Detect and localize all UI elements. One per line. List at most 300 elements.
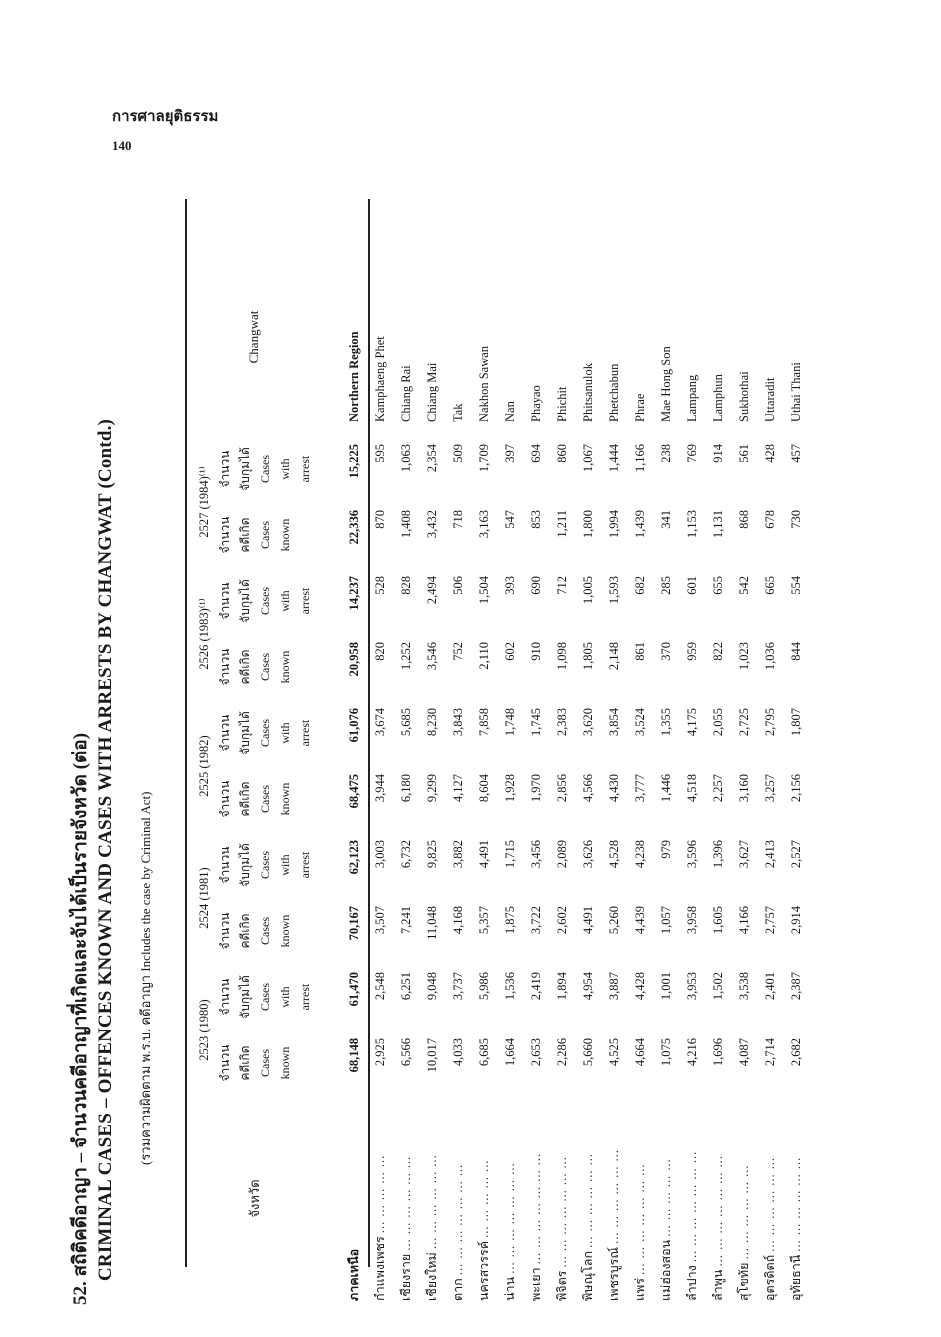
leader-dots: ... ... ... ... ... ... ... bbox=[555, 1156, 569, 1268]
table-cell: 694 bbox=[528, 444, 543, 463]
cases-arrest-header: จำนวน bbox=[217, 846, 232, 884]
table-cell: 914 bbox=[710, 444, 725, 463]
table-cell: 601 bbox=[684, 576, 699, 595]
table-cell: 828 bbox=[398, 576, 413, 595]
table-row bbox=[549, 252, 575, 1305]
table-cell: 3,620 bbox=[580, 708, 595, 737]
table-cell: 6,180 bbox=[398, 774, 413, 803]
table-cell: 868 bbox=[736, 510, 751, 529]
cases-known-header: จำนวน bbox=[217, 912, 232, 950]
table-row bbox=[523, 252, 549, 1305]
table-cell: 22,336 bbox=[346, 510, 361, 545]
cases-known-header: known bbox=[277, 650, 292, 684]
table-cell: 1,396 bbox=[710, 840, 725, 869]
table-cell: 2,856 bbox=[554, 774, 569, 803]
table-cell: 4,216 bbox=[684, 1038, 699, 1067]
table-cell: 2,401 bbox=[762, 972, 777, 1001]
table-cell: 341 bbox=[658, 510, 673, 529]
table-cell: 1,664 bbox=[502, 1038, 517, 1067]
table-cell: 2,925 bbox=[372, 1038, 387, 1067]
changwat-thai-name: เชียงใหม่ bbox=[425, 1252, 439, 1301]
changwat-thai-name: ลำพูน bbox=[711, 1269, 725, 1301]
table-row bbox=[601, 252, 627, 1305]
changwat-thai-name: ลำปาง bbox=[685, 1265, 699, 1301]
table-cell: 506 bbox=[450, 576, 465, 595]
cases-arrest-header: arrest bbox=[297, 587, 312, 615]
changwat-thai-name: อุตรดิตถ์ bbox=[763, 1254, 777, 1301]
leader-dots: ... ... ... ... ... ... bbox=[737, 1164, 751, 1260]
leader-dots: ... ... ... ... ... ... bbox=[763, 1156, 777, 1252]
table-cell: 4,491 bbox=[476, 840, 491, 869]
cases-known-header: คดีเกิด bbox=[237, 649, 252, 685]
table-cell: 4,127 bbox=[450, 774, 465, 803]
table-cell: 5,660 bbox=[580, 1038, 595, 1067]
cases-known-header: คดีเกิด bbox=[237, 913, 252, 949]
table-cell: 1,970 bbox=[528, 774, 543, 803]
table-cell: 2,413 bbox=[762, 840, 777, 869]
table-cell: 4,439 bbox=[632, 906, 647, 935]
table-cell: 1,894 bbox=[554, 972, 569, 1001]
table-cell: 1,036 bbox=[762, 642, 777, 671]
table-cell: 820 bbox=[372, 642, 387, 661]
table-title-thai: 52. สถิติคดีอาญา – จำนวนคดีอาญาที่เกิดและจับได้เป็นรายจังหวัด (ต่อ) bbox=[70, 732, 91, 1305]
table-row bbox=[705, 252, 731, 1305]
table-cell: 2,653 bbox=[528, 1038, 543, 1067]
table-cell: 3,887 bbox=[606, 972, 621, 1001]
table-cell: 9,825 bbox=[424, 840, 439, 869]
table-row bbox=[627, 252, 653, 1305]
table-cell: 3,777 bbox=[632, 774, 647, 803]
table-cell: 870 bbox=[372, 510, 387, 529]
table-cell: 1,994 bbox=[606, 510, 621, 539]
table-cell: 712 bbox=[554, 576, 569, 595]
table-cell: 4,428 bbox=[632, 972, 647, 1001]
changwat-english-name: Chiang Rai bbox=[398, 365, 413, 422]
table-cell: 2,257 bbox=[710, 774, 725, 803]
cases-known-header: known bbox=[277, 518, 292, 552]
table-cell: 370 bbox=[658, 642, 673, 661]
table-cell: 3,538 bbox=[736, 972, 751, 1001]
cases-arrest-header: arrest bbox=[297, 983, 312, 1011]
table-cell: 1,075 bbox=[658, 1038, 673, 1067]
changwat-english-name: Chiang Mai bbox=[424, 362, 439, 422]
changwat-english-name: Phichit bbox=[554, 386, 569, 422]
table-cell: 2,383 bbox=[554, 708, 569, 737]
table-cell: 1,252 bbox=[398, 642, 413, 671]
table-cell: 509 bbox=[450, 444, 465, 463]
year-header: 2527 (1984)⁽¹⁾ bbox=[197, 466, 211, 538]
leader-dots: ... ... ... ... ... ... ... bbox=[451, 1163, 465, 1276]
table-cell: 554 bbox=[788, 576, 803, 595]
table-cell: 1,098 bbox=[554, 642, 569, 671]
table-cell: 9,048 bbox=[424, 972, 439, 1001]
year-header: 2523 (1980) bbox=[196, 999, 211, 1061]
table-title-english: CRIMINAL CASES – OFFENCES KNOWN AND CASES WITH ARRESTS BY CHANGWAT (Contd.) bbox=[95, 418, 116, 1281]
table-row bbox=[445, 252, 471, 1305]
table-cell: 822 bbox=[710, 642, 725, 661]
table-cell: 62,123 bbox=[346, 840, 361, 875]
changwat-english-name: Sukhothai bbox=[736, 371, 751, 422]
cases-arrest-header: with bbox=[277, 458, 292, 480]
leader-dots: ... ... ... ... ... ... ... bbox=[633, 1163, 647, 1275]
table-cell: 910 bbox=[528, 642, 543, 661]
table-row bbox=[497, 252, 523, 1305]
table-cell: 1,211 bbox=[554, 510, 569, 538]
table-cell: 3,160 bbox=[736, 774, 751, 803]
cases-arrest-header: จับกุมได้ bbox=[237, 447, 252, 491]
table-cell: 5,357 bbox=[476, 906, 491, 935]
changwat-thai-name: แม่ฮ่องสอน bbox=[659, 1239, 673, 1301]
leader-dots: ... ... ... ... ... ... ... bbox=[711, 1155, 725, 1267]
changwat-english-name: Lampang bbox=[684, 374, 699, 422]
cases-arrest-header: จับกุมได้ bbox=[237, 711, 252, 755]
table-cell: 4,430 bbox=[606, 774, 621, 803]
cases-known-header: จำนวน bbox=[217, 648, 232, 686]
table-cell: 285 bbox=[658, 576, 673, 595]
table-cell: 1,807 bbox=[788, 708, 803, 737]
table-cell: 2,387 bbox=[788, 972, 803, 1001]
leader-dots: ... ... ... ... ... bbox=[477, 1159, 491, 1238]
table-cell: 4,491 bbox=[580, 906, 595, 935]
leader-dots: ... ... ... ... ... ... ... bbox=[529, 1152, 543, 1265]
cases-known-header: จำนวน bbox=[217, 780, 232, 818]
leader-dots: ... ... ... ... ... ... bbox=[425, 1154, 439, 1250]
table-cell: 457 bbox=[788, 444, 803, 463]
cases-arrest-header: Cases bbox=[257, 587, 272, 615]
cases-arrest-header: Cases bbox=[257, 719, 272, 747]
table-cell: 752 bbox=[450, 642, 465, 661]
table-subtitle: (รวมความผิดตาม พ.ร.บ. คดีอาญา Includes the case by Criminal Act) bbox=[138, 791, 153, 1165]
table-cell: 9,299 bbox=[424, 774, 439, 803]
table-cell: 542 bbox=[736, 576, 751, 595]
leader-dots: ... ... ... ... ... ... bbox=[399, 1155, 413, 1251]
rotated-table-page bbox=[45, 195, 885, 1305]
table-cell: 61,076 bbox=[346, 708, 361, 743]
table-cell: 2,682 bbox=[788, 1038, 803, 1067]
table-cell: 2,286 bbox=[554, 1038, 569, 1067]
changwat-english-name: Kamphaeng Phet bbox=[372, 336, 387, 422]
table-cell: 4,528 bbox=[606, 840, 621, 869]
changwat-english-name: Northern Region bbox=[346, 331, 361, 422]
table-cell: 2,055 bbox=[710, 708, 725, 737]
table-row bbox=[653, 252, 679, 1305]
table-cell: 1,875 bbox=[502, 906, 517, 935]
leader-dots: ... ... ... ... ... ... bbox=[789, 1156, 803, 1252]
cases-arrest-header: arrest bbox=[297, 455, 312, 483]
table-cell: 1,745 bbox=[528, 708, 543, 737]
table-cell: 655 bbox=[710, 576, 725, 595]
table-cell: 853 bbox=[528, 510, 543, 529]
table-cell: 3,674 bbox=[372, 708, 387, 737]
table-cell: 3,854 bbox=[606, 708, 621, 737]
cases-arrest-header: จับกุมได้ bbox=[237, 975, 252, 1019]
table-cell: 3,003 bbox=[372, 840, 387, 869]
cases-known-header bbox=[295, 1030, 315, 1096]
cases-arrest-header: with bbox=[277, 722, 292, 744]
table-cell: 5,260 bbox=[606, 906, 621, 935]
table-cell: 860 bbox=[554, 444, 569, 463]
changwat-english-name: Lamphun bbox=[710, 374, 725, 422]
cases-known-header: Cases bbox=[257, 1049, 272, 1077]
changwat-english-name: Tak bbox=[450, 403, 465, 422]
table-cell: 1,805 bbox=[580, 642, 595, 671]
cases-arrest-header: arrest bbox=[297, 851, 312, 879]
table-cell: 4,664 bbox=[632, 1038, 647, 1067]
table-cell: 3,546 bbox=[424, 642, 439, 671]
table-cell: 1,355 bbox=[658, 708, 673, 737]
table-cell: 238 bbox=[658, 444, 673, 463]
cases-arrest-header: จำนวน bbox=[217, 978, 232, 1016]
table-cell: 1,709 bbox=[476, 444, 491, 473]
table-cell: 7,241 bbox=[398, 906, 413, 935]
changwat-thai-name: กำแพงเพชร bbox=[373, 1236, 387, 1301]
table-cell: 1,408 bbox=[398, 510, 413, 539]
changwat-english-name: Phayao bbox=[528, 385, 543, 422]
region-total-row bbox=[341, 252, 367, 1305]
table-cell: 1,439 bbox=[632, 510, 647, 539]
cases-arrest-header: จำนวน bbox=[217, 450, 232, 488]
leader-dots: ... ... ... ... ... ... bbox=[581, 1152, 595, 1248]
table-cell: 1,063 bbox=[398, 444, 413, 473]
table-cell: 6,566 bbox=[398, 1038, 413, 1067]
changwat-thai-name: แพร่ bbox=[633, 1277, 647, 1301]
changwat-english-header: Changwat bbox=[246, 310, 261, 364]
table-cell: 3,953 bbox=[684, 972, 699, 1001]
table-cell: 15,225 bbox=[346, 444, 361, 479]
table-cell: 11,048 bbox=[424, 906, 439, 940]
cases-arrest-header: Cases bbox=[257, 851, 272, 879]
table-cell: 959 bbox=[684, 642, 699, 661]
table-cell: 4,087 bbox=[736, 1038, 751, 1067]
changwat-english-name: Uthai Thani bbox=[788, 362, 803, 422]
table-cell: 1,928 bbox=[502, 774, 517, 803]
table-cell: 3,737 bbox=[450, 972, 465, 1001]
table-cell: 3,843 bbox=[450, 708, 465, 737]
table-cell: 68,148 bbox=[346, 1038, 361, 1073]
table-cell: 14,237 bbox=[346, 576, 361, 611]
table-row bbox=[575, 252, 601, 1305]
year-header: 2524 (1981) bbox=[196, 867, 211, 929]
table-cell: 3,958 bbox=[684, 906, 699, 935]
table-cell: 4,566 bbox=[580, 774, 595, 803]
table-cell: 4,238 bbox=[632, 840, 647, 869]
table-cell: 2,354 bbox=[424, 444, 439, 473]
table-cell: 4,166 bbox=[736, 906, 751, 935]
cases-known-header: known bbox=[277, 782, 292, 816]
leader-dots: ... ... ... ... ... ... ... bbox=[503, 1162, 517, 1274]
table-cell: 1,696 bbox=[710, 1038, 725, 1067]
cases-arrest-header: จำนวน bbox=[217, 582, 232, 620]
table-cell: 730 bbox=[788, 510, 803, 529]
table-cell: 3,163 bbox=[476, 510, 491, 539]
year-header: 2525 (1982) bbox=[196, 735, 211, 797]
table-row bbox=[393, 252, 419, 1305]
changwat-thai-name: อุทัยธานี bbox=[789, 1254, 803, 1301]
cases-known-header: จำนวน bbox=[217, 516, 232, 554]
cases-known-header: คดีเกิด bbox=[237, 517, 252, 553]
table-cell: 1,748 bbox=[502, 708, 517, 737]
table-cell: 2,156 bbox=[788, 774, 803, 803]
changwat-thai-header: จังหวัด bbox=[246, 1179, 262, 1218]
table-cell: 3,596 bbox=[684, 840, 699, 869]
cases-known-header: จำนวน bbox=[217, 1044, 232, 1082]
table-cell: 1,504 bbox=[476, 576, 491, 605]
cases-known-header: คดีเกิด bbox=[237, 781, 252, 817]
changwat-english-name: Uttaradit bbox=[762, 377, 777, 422]
table-cell: 2,757 bbox=[762, 906, 777, 935]
table-row bbox=[419, 252, 445, 1305]
cases-arrest-header: with bbox=[277, 986, 292, 1008]
table-cell: 2,795 bbox=[762, 708, 777, 737]
table-cell: 844 bbox=[788, 642, 803, 661]
table-cell: 3,257 bbox=[762, 774, 777, 803]
table-cell: 6,685 bbox=[476, 1038, 491, 1067]
table-cell: 4,525 bbox=[606, 1038, 621, 1067]
changwat-english-name: Mae Hong Son bbox=[658, 346, 673, 422]
cases-arrest-header: Cases bbox=[257, 455, 272, 483]
table-cell: 602 bbox=[502, 642, 517, 661]
changwat-thai-name: พิษณุโลก bbox=[581, 1250, 595, 1301]
cases-known-header: Cases bbox=[257, 653, 272, 681]
table-cell: 428 bbox=[762, 444, 777, 463]
table-cell: 1,067 bbox=[580, 444, 595, 473]
changwat-thai-name: พิจิตร bbox=[555, 1270, 569, 1301]
table-cell: 3,432 bbox=[424, 510, 439, 539]
leader-dots: ... ... ... ... ... bbox=[659, 1158, 673, 1237]
table-row bbox=[471, 252, 497, 1305]
leader-dots: ... ... ... ... ... bbox=[373, 1154, 387, 1234]
cases-arrest-header: arrest bbox=[297, 719, 312, 747]
table-cell: 1,502 bbox=[710, 972, 725, 1001]
table-cell: 3,456 bbox=[528, 840, 543, 869]
table-cell: 2,494 bbox=[424, 576, 439, 605]
table-cell: 1,536 bbox=[502, 972, 517, 1001]
cases-arrest-header: with bbox=[277, 590, 292, 612]
table-cell: 20,958 bbox=[346, 642, 361, 677]
table-cell: 4,175 bbox=[684, 708, 699, 737]
table-cell: 2,419 bbox=[528, 972, 543, 1001]
table-cell: 1,800 bbox=[580, 510, 595, 539]
cases-known-header: คดีเกิด bbox=[237, 1045, 252, 1081]
table-cell: 10,017 bbox=[424, 1038, 439, 1073]
table-cell: 3,944 bbox=[372, 774, 387, 803]
table-cell: 2,914 bbox=[788, 906, 803, 935]
changwat-thai-name: เชียงราย bbox=[399, 1253, 413, 1301]
cases-known-header: known bbox=[277, 1046, 292, 1080]
table-cell: 1,131 bbox=[710, 510, 725, 539]
table-cell: 393 bbox=[502, 576, 517, 595]
table-cell: 3,882 bbox=[450, 840, 465, 869]
changwat-english-name: Phetchabun bbox=[606, 363, 621, 422]
table-row bbox=[679, 252, 705, 1305]
changwat-english-name: Nakhon Sawan bbox=[476, 345, 491, 422]
table-cell: 8,604 bbox=[476, 774, 491, 803]
cases-known-header bbox=[295, 766, 315, 832]
header-title: การศาลยุติธรรม bbox=[112, 109, 219, 125]
table-cell: 2,602 bbox=[554, 906, 569, 935]
changwat-english-name: Nan bbox=[502, 401, 517, 422]
cases-known-header: Cases bbox=[257, 521, 272, 549]
table-cell: 5,685 bbox=[398, 708, 413, 737]
table-cell: 4,168 bbox=[450, 906, 465, 935]
table-cell: 2,110 bbox=[476, 642, 491, 670]
table-cell: 1,001 bbox=[658, 972, 673, 1001]
page-number: 140 bbox=[112, 138, 132, 153]
table-row bbox=[783, 252, 809, 1305]
table-cell: 5,986 bbox=[476, 972, 491, 1001]
table-cell: 682 bbox=[632, 576, 647, 595]
table-cell: 1,023 bbox=[736, 642, 751, 671]
table-cell: 3,626 bbox=[580, 840, 595, 869]
year-header: 2526 (1983)⁽¹⁾ bbox=[197, 598, 211, 670]
leader-dots: ... ... ... ... ... ... bbox=[607, 1149, 621, 1244]
table-cell: 4,033 bbox=[450, 1038, 465, 1067]
table-cell: 3,507 bbox=[372, 906, 387, 935]
table-row bbox=[731, 252, 757, 1305]
table-cell: 2,527 bbox=[788, 840, 803, 869]
cases-known-header bbox=[295, 898, 315, 964]
table-row bbox=[757, 252, 783, 1305]
table-cell: 1,715 bbox=[502, 840, 517, 869]
changwat-thai-name: พะเยา bbox=[529, 1267, 543, 1301]
table-cell: 690 bbox=[528, 576, 543, 595]
table-cell: 595 bbox=[372, 444, 387, 463]
table-cell: 70,167 bbox=[346, 906, 361, 941]
table-cell: 861 bbox=[632, 642, 647, 661]
table-cell: 1,057 bbox=[658, 906, 673, 935]
table-cell: 1,444 bbox=[606, 444, 621, 473]
cases-arrest-header: with bbox=[277, 854, 292, 876]
cases-known-header bbox=[295, 634, 315, 700]
table-cell: 61,470 bbox=[346, 972, 361, 1007]
changwat-thai-name: เพชรบูรณ์ bbox=[607, 1247, 621, 1301]
changwat-thai-name: สุโขทัย bbox=[737, 1262, 751, 1301]
changwat-english-name: Phitsanulok bbox=[580, 362, 595, 422]
table-cell: 2,148 bbox=[606, 642, 621, 671]
table-cell: 397 bbox=[502, 444, 517, 463]
table-cell: 1,446 bbox=[658, 774, 673, 803]
table-cell: 678 bbox=[762, 510, 777, 529]
changwat-thai-name: ภาคเหนือ bbox=[347, 1248, 361, 1301]
table-cell: 4,954 bbox=[580, 972, 595, 1001]
cases-known-header: known bbox=[277, 914, 292, 948]
table-cell: 979 bbox=[658, 840, 673, 859]
table-cell: 68,475 bbox=[346, 774, 361, 809]
table-cell: 2,725 bbox=[736, 708, 751, 737]
table-cell: 1,005 bbox=[580, 576, 595, 605]
cases-arrest-header: Cases bbox=[257, 983, 272, 1011]
cases-arrest-header: จำนวน bbox=[217, 714, 232, 752]
table-cell: 2,714 bbox=[762, 1038, 777, 1067]
changwat-english-name: Phrae bbox=[632, 393, 647, 422]
cases-known-header: Cases bbox=[257, 785, 272, 813]
leader-dots: ... ... ... ... ... ... ... bbox=[685, 1150, 699, 1263]
table-cell: 561 bbox=[736, 444, 751, 463]
cases-known-header: Cases bbox=[257, 917, 272, 945]
table-cell: 3,524 bbox=[632, 708, 647, 737]
table-cell: 3,722 bbox=[528, 906, 543, 935]
table-cell: 6,251 bbox=[398, 972, 413, 1001]
table-cell: 1,166 bbox=[632, 444, 647, 473]
table-cell: 718 bbox=[450, 510, 465, 529]
table-cell: 528 bbox=[372, 576, 387, 595]
table-row bbox=[367, 252, 393, 1305]
table-cell: 1,605 bbox=[710, 906, 725, 935]
table-cell: 3,627 bbox=[736, 840, 751, 869]
table-cell: 6,732 bbox=[398, 840, 413, 869]
table-cell: 1,593 bbox=[606, 576, 621, 605]
cases-arrest-header: จับกุมได้ bbox=[237, 843, 252, 887]
